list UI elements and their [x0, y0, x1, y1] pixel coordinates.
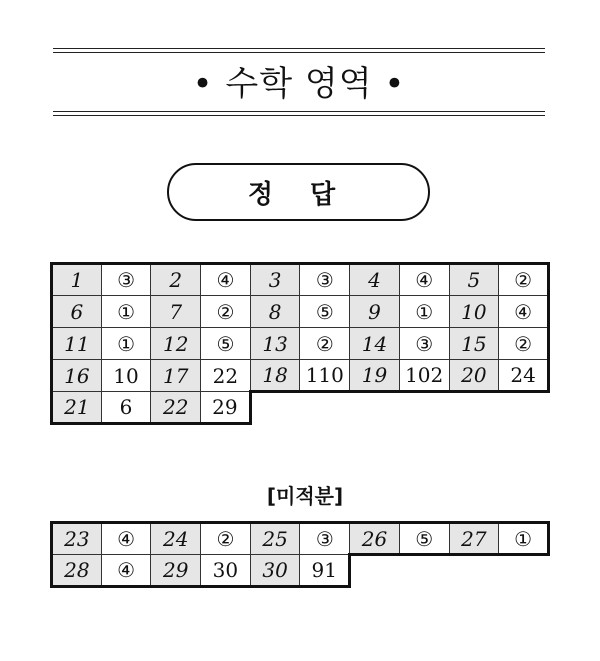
answer-label: 정 답 [167, 163, 430, 221]
question-number: 12 [151, 328, 201, 360]
question-number: 9 [350, 296, 400, 328]
answer-value: 29 [201, 392, 251, 424]
answer-value: ① [399, 296, 449, 328]
answer-value: ③ [300, 523, 350, 555]
question-number: 19 [350, 360, 400, 392]
bottom-rule-2 [53, 115, 545, 116]
answer-row [52, 360, 549, 392]
question-number: 29 [151, 555, 201, 587]
answer-value: 91 [300, 555, 350, 587]
answer-value: ① [101, 296, 151, 328]
answer-value: ② [499, 264, 549, 296]
empty-cell [350, 392, 400, 424]
question-number: 13 [250, 328, 300, 360]
empty-cell [499, 555, 549, 587]
empty-cell [449, 555, 499, 587]
question-number: 5 [449, 264, 499, 296]
answer-value: ⑤ [399, 523, 449, 555]
question-number: 16 [52, 360, 102, 392]
question-number: 27 [449, 523, 499, 555]
answer-row [52, 523, 549, 555]
page-title: • 수학 영역 • [192, 63, 406, 104]
question-number: 15 [449, 328, 499, 360]
empty-cell [399, 392, 449, 424]
answer-value: ① [101, 328, 151, 360]
answer-value: 22 [201, 360, 251, 392]
answer-value: 6 [101, 392, 151, 424]
question-number: 25 [250, 523, 300, 555]
answer-value: ③ [399, 328, 449, 360]
answer-value: ④ [101, 555, 151, 587]
question-number: 24 [151, 523, 201, 555]
answer-value: ③ [300, 264, 350, 296]
question-number: 11 [52, 328, 102, 360]
answer-row [52, 328, 549, 360]
question-number: 14 [350, 328, 400, 360]
answer-value: ⑤ [300, 296, 350, 328]
answer-row [52, 392, 549, 424]
question-number: 20 [449, 360, 499, 392]
question-number: 3 [250, 264, 300, 296]
empty-cell [449, 392, 499, 424]
question-number: 21 [52, 392, 102, 424]
answer-row [52, 555, 549, 587]
question-number: 4 [350, 264, 400, 296]
answer-value: 102 [399, 360, 449, 392]
empty-cell [399, 555, 449, 587]
question-number: 17 [151, 360, 201, 392]
answer-value: ② [201, 296, 251, 328]
question-number: 8 [250, 296, 300, 328]
common-answer-table [50, 262, 550, 425]
empty-cell [350, 555, 400, 587]
question-number: 26 [350, 523, 400, 555]
bottom-rule-1 [53, 111, 545, 112]
question-number: 10 [449, 296, 499, 328]
question-number: 6 [52, 296, 102, 328]
answer-value: ② [499, 328, 549, 360]
empty-cell [250, 392, 300, 424]
answer-value: 30 [201, 555, 251, 587]
top-rule-2 [53, 52, 545, 53]
answer-row [52, 264, 549, 296]
answer-row [52, 296, 549, 328]
question-number: 22 [151, 392, 201, 424]
question-number: 18 [250, 360, 300, 392]
answer-value: ② [201, 523, 251, 555]
answer-value: ① [499, 523, 549, 555]
question-number: 1 [52, 264, 102, 296]
answer-value: 110 [300, 360, 350, 392]
answer-value: ④ [499, 296, 549, 328]
answer-value: ⑤ [201, 328, 251, 360]
question-number: 23 [52, 523, 102, 555]
question-number: 28 [52, 555, 102, 587]
answer-value: ④ [101, 523, 151, 555]
empty-cell [499, 392, 549, 424]
calculus-answer-table [50, 521, 550, 588]
answer-value: 10 [101, 360, 151, 392]
question-number: 7 [151, 296, 201, 328]
answer-value: ④ [201, 264, 251, 296]
answer-value: ④ [399, 264, 449, 296]
answer-value: ③ [101, 264, 151, 296]
calculus-subtitle: [미적분] [266, 484, 344, 508]
answer-value: 24 [499, 360, 549, 392]
top-rule-1 [53, 48, 545, 49]
empty-cell [300, 392, 350, 424]
question-number: 30 [250, 555, 300, 587]
question-number: 2 [151, 264, 201, 296]
answer-value: ② [300, 328, 350, 360]
